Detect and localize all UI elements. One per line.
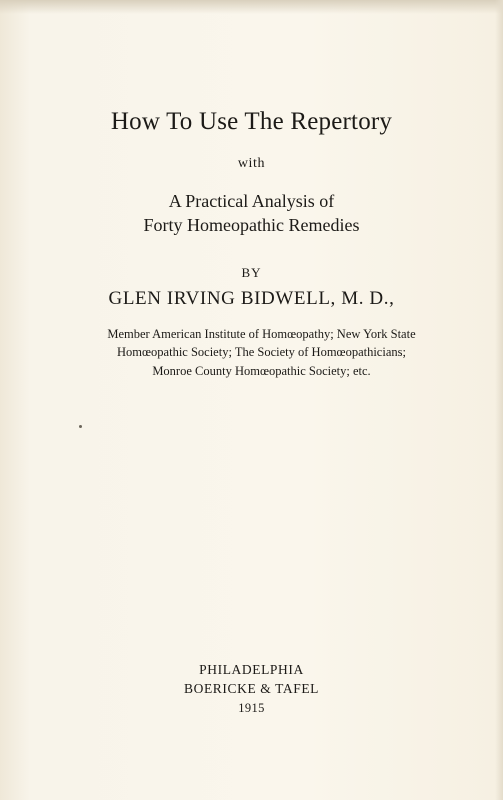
- title-connector: with: [237, 156, 266, 171]
- subtitle-line-2: Forty Homeopathic Remedies: [143, 215, 360, 235]
- imprint-year: 1915: [238, 701, 265, 715]
- affiliation-line-3: Monroe County Homœopathic Society; etc.: [152, 364, 371, 378]
- book-title: How To Use The Repertory: [110, 108, 393, 135]
- author-name: GLEN IRVING BIDWELL, M. D.,: [108, 288, 395, 309]
- ink-speck: [79, 425, 82, 428]
- affiliation-line-1: Member American Institute of Homœopathy; New York State: [107, 327, 416, 341]
- subtitle-line-1: A Practical Analysis of: [168, 191, 335, 211]
- imprint-city: PHILADELPHIA: [199, 662, 304, 677]
- imprint-publisher: BOERICKE & TAFEL: [183, 681, 320, 696]
- byline: BY: [241, 265, 262, 280]
- affiliation-line-2: Homœopathic Society; The Society of Homœopathicians;: [117, 345, 406, 359]
- page-top-shadow: [0, 0, 503, 14]
